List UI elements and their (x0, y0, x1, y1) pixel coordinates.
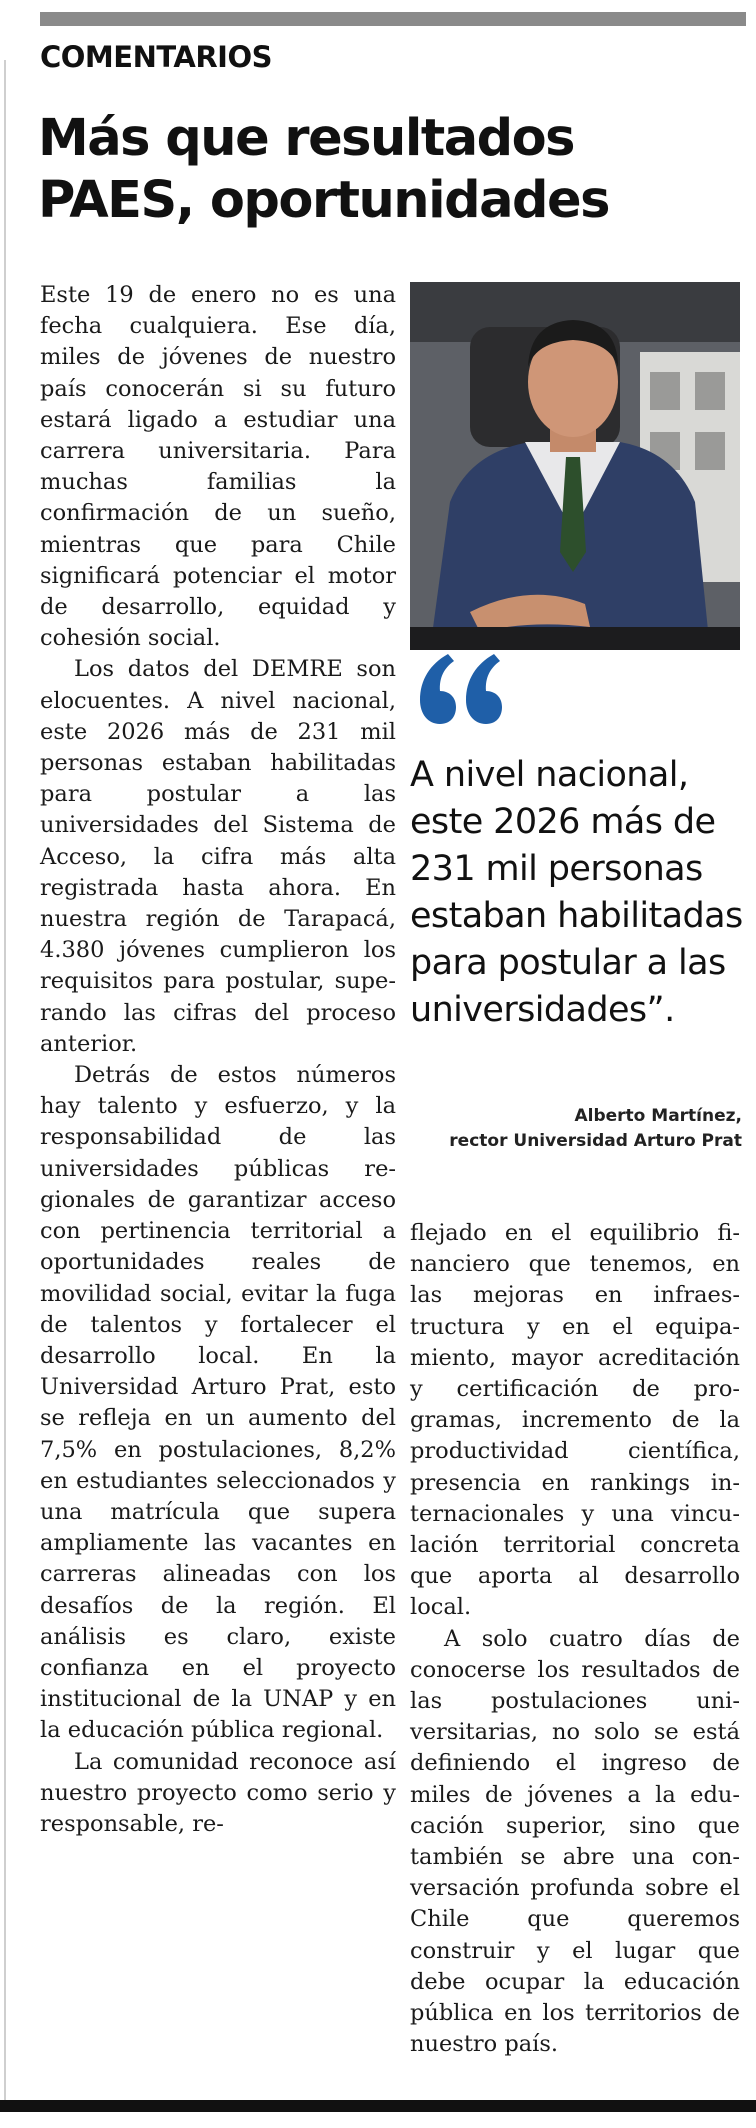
author-name: Alberto Martínez, (574, 1106, 742, 1126)
paragraph: flejado en el equilibrio financiero que tenemos, en las mejoras en infraestructura y en el equipamiento, mayor acreditación y certificación de programas, incremento de la productividad científica, presencia en rankings internacionales y una vinculación territorial concreta que aporta al desarrollo local. (410, 1220, 740, 1621)
portrait-photo (410, 282, 740, 650)
headline-line-1: Más que resultados (38, 109, 575, 168)
body-column-right (410, 1218, 740, 2060)
author-credit (449, 1104, 742, 1154)
headline-line-2: PAES, oportunidades (38, 171, 609, 230)
paragraph: A solo cuatro días de conocerse los resultados de las postulaciones universitarias, no solo se está definiendo el ingreso de miles de jóvenes a la educación superior, sino que también se abre una conversación profunda sobre el Chile que queremos construir y el lugar que debe ocupar la educación pública en los territorios de nuestro país. (410, 1625, 740, 2058)
author-photo (410, 282, 740, 650)
body-column-left (40, 280, 396, 1840)
top-rule (40, 12, 746, 26)
pull-quote: A nivel nacional, este 2026 más de 231 mil personas estaban habilitadas para postular a las universidades”. (410, 755, 743, 1030)
paragraph: Los datos del DEMRE son elocuentes. A nivel nacional, este 2026 más de 231 mil personas estaban habilitadas para postular a las universidades del Sistema de Acceso, la cifra más alta registrada hasta ahora. En nuestra región de Tarapacá, 4.380 jóvenes cumplieron los requisitos para postular, superando las cifras del proceso anterior. (40, 656, 396, 1057)
bottom-rule (0, 2100, 756, 2112)
section-label: COMENTARIOS (40, 40, 273, 74)
open-quote-icon (414, 650, 504, 734)
paragraph: Este 19 de enero no es una fecha cualquiera. Ese día, miles de jóvenes de nuestro país conocerán si su futuro estará ligado a estudiar una carrera universitaria. Para muchas familias la confirmación de un sueño, mientras que para Chile significará potenciar el motor de desarrollo, equidad y cohesión social. (40, 282, 396, 652)
author-role: rector Universidad Arturo Prat (449, 1131, 742, 1151)
paragraph: La comunidad reconoce así nuestro proyecto como serio y responsable, re- (40, 1748, 396, 1837)
paragraph: Detrás de estos números hay talento y esfuerzo, y la responsabilidad de las universidades públicas regionales de garantizar acceso con pertinencia territorial a oportunidades reales de movilidad social, evitar la fuga de talentos y fortalecer el desarrollo local. En la Universidad Arturo Prat, esto se refleja en un aumento del 7,5% en postulaciones, 8,2% en estudiantes seleccionados y una matrícula que supera ampliamente las vacantes en carreras alineadas con los desafíos de la región. El análisis es claro, existe confianza en el proyecto institucional de la UNAP y en la educación pública regional. (40, 1062, 396, 1744)
headline (38, 108, 738, 232)
left-rule (4, 60, 6, 2100)
